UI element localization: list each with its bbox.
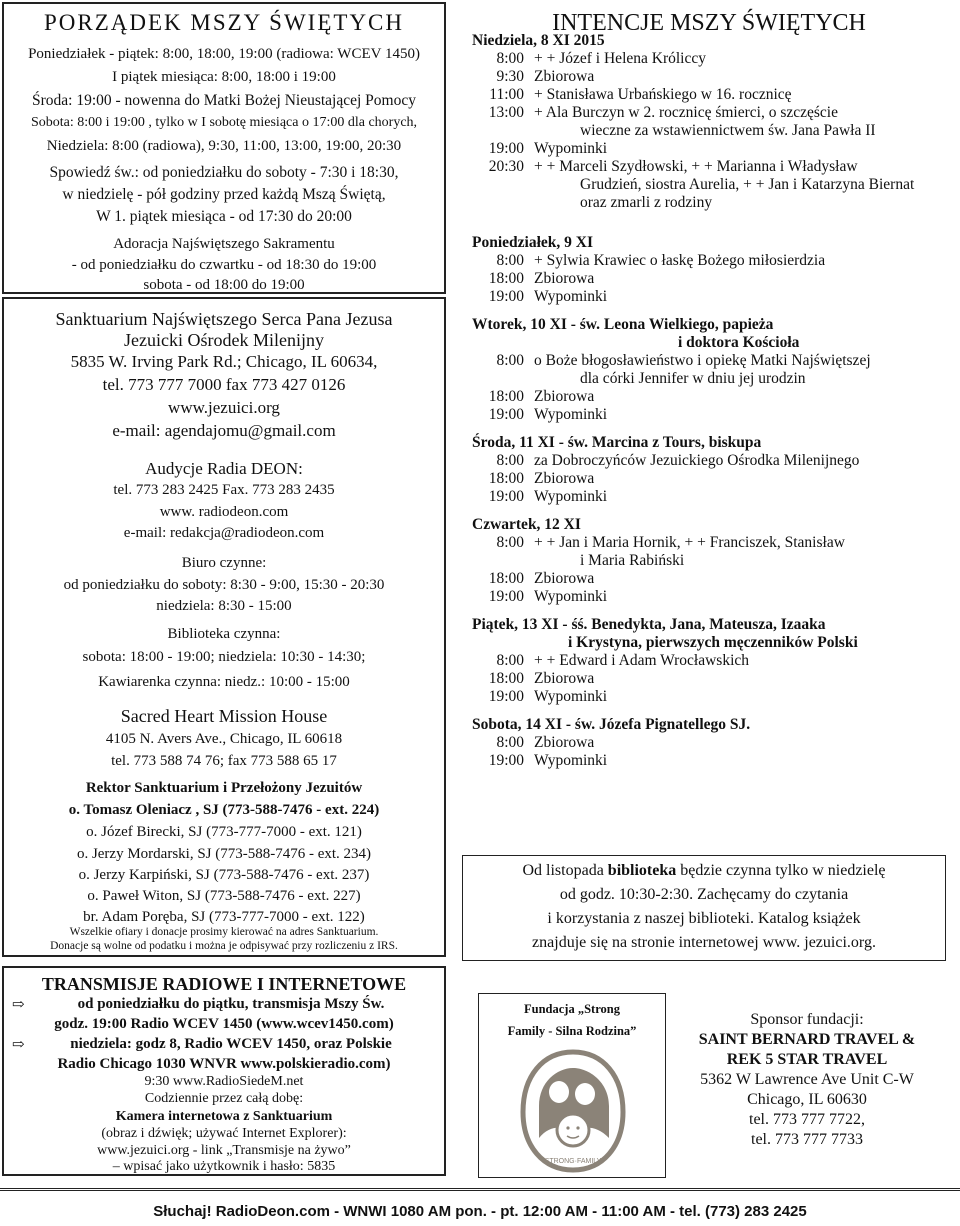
adoration-line: sobota - od 18:00 do 19:00 — [143, 277, 305, 293]
transmission-line: od poniedziałku do piątku, transmisja Mszy Św. — [77, 996, 385, 1012]
intention-time: 19:00 — [488, 140, 524, 157]
intention-time: 19:00 — [488, 688, 524, 705]
intention-time: 18:00 — [488, 670, 524, 687]
sponsor-phone: tel. 773 777 7722, — [749, 1111, 865, 1128]
intention-text: Zbiorowa — [534, 388, 595, 405]
library-notice-text: Od listopada biblioteka będzie czynna tylko w niedzielę — [522, 862, 886, 879]
sanctuary-subname: Jezuicki Ośrodek Milenijny — [124, 330, 324, 350]
sponsor-phone: tel. 773 777 7733 — [751, 1131, 863, 1148]
intention-row — [472, 104, 952, 122]
intention-text: + Sylwia Krawiec o łaskę Bożego miłosierdzia — [534, 252, 826, 269]
intention-time: 20:30 — [488, 158, 524, 175]
rector-name: o. Tomasz Oleniacz , SJ (773-588-7476 - ext. 224) — [68, 802, 380, 818]
adoration-line: - od poniedziałku do czwartku - od 18:30 do 19:00 — [71, 257, 377, 273]
foundation-title: Fundacja „Strong — [524, 1002, 620, 1016]
foundation-title: Family - Silna Rodzina” — [507, 1024, 637, 1038]
intention-time: 8:00 — [496, 252, 524, 269]
intention-day — [472, 434, 952, 506]
intention-text: Wypominki — [534, 752, 608, 769]
intention-time: 19:00 — [488, 752, 524, 769]
intention-row — [472, 158, 952, 176]
intention-time: 8:00 — [496, 534, 524, 551]
intention-row — [472, 734, 952, 752]
intention-day-heading: Niedziela, 8 XI 2015 — [472, 32, 605, 49]
intention-text: Zbiorowa — [534, 68, 595, 85]
intentions-title: INTENCJE MSZY ŚWIĘTYCH — [552, 10, 866, 36]
library-notice-line: od godz. 10:30-2:30. Zachęcamy do czytania — [559, 886, 849, 903]
intention-row — [472, 50, 952, 68]
intention-row — [472, 86, 952, 104]
foundation-box — [478, 993, 666, 1178]
intention-row — [472, 670, 952, 688]
transmission-line: – wpisać jako użytkownik i hasło: 5835 — [112, 1159, 336, 1174]
transmission-line: Kamera internetowa z Sanktuarium — [115, 1109, 333, 1124]
intention-day-heading: Poniedziałek, 9 XI — [472, 234, 593, 251]
library-notice-line — [463, 862, 945, 880]
intention-time: 13:00 — [488, 104, 524, 121]
intention-text: oraz zmarli z rodziny — [580, 194, 713, 211]
intention-text: Zbiorowa — [534, 270, 595, 287]
intention-time: 19:00 — [488, 588, 524, 605]
sponsor-city: Chicago, IL 60630 — [747, 1091, 867, 1108]
intention-text: + Ala Burczyn w 2. rocznicę śmierci, o szczęście — [534, 104, 838, 121]
footer-rule — [0, 1188, 960, 1191]
intention-text: Wypominki — [534, 406, 608, 423]
radio-deon-title: Audycje Radia DEON: — [145, 459, 303, 478]
intention-text: Grudzień, siostra Aurelia, + + Jan i Katarzyna Biernat — [580, 176, 915, 193]
donation-note: Donacje są wolne od podatku i można je odpisywać przy rozliczeniu z IRS. — [50, 940, 398, 952]
intention-row — [472, 122, 952, 140]
intention-row — [472, 552, 952, 570]
intention-time: 8:00 — [496, 50, 524, 67]
intention-row — [472, 752, 952, 770]
intention-time: 19:00 — [488, 288, 524, 305]
intention-row — [472, 406, 952, 424]
intention-text: + Stanisława Urbańskiego w 16. rocznicę — [534, 86, 792, 103]
intention-day-heading: Czwartek, 12 XI — [472, 516, 581, 533]
intention-day-heading: i Krystyna, pierwszych męczenników Polski — [568, 634, 858, 651]
transmission-line: Radio Chicago 1030 WNVR www.polskieradio.com) — [57, 1056, 391, 1072]
transmission-line: godz. 19:00 Radio WCEV 1450 (www.wcev1450.com) — [54, 1016, 394, 1032]
intention-time: 8:00 — [496, 352, 524, 369]
intention-text: + + Jan i Maria Hornik, + + Franciszek, Stanisław — [534, 534, 845, 551]
arrow-icon: ⇨ — [12, 1037, 25, 1053]
intention-text: Wypominki — [534, 288, 608, 305]
radio-deon-email: e-mail: redakcja@radiodeon.com — [123, 525, 325, 541]
intention-day-heading: i doktora Kościoła — [678, 334, 800, 351]
intention-text: Wypominki — [534, 588, 608, 605]
adoration-title: Adoracja Najświętszego Sakramentu — [113, 236, 335, 252]
office-sunday: niedziela: 8:30 - 15:00 — [156, 598, 292, 614]
intention-day-heading: Wtorek, 10 XI - św. Leona Wielkiego, papieża — [472, 316, 774, 333]
intention-day — [472, 32, 952, 212]
donation-note: Wszelkie ofiary i donacje prosimy kierować na adres Sanktuarium. — [69, 926, 379, 938]
schedule-line: I piątek miesiąca: 8:00, 18:00 i 19:00 — [112, 69, 336, 85]
intention-row — [472, 370, 952, 388]
sponsor-name: REK 5 STAR TRAVEL — [726, 1051, 888, 1068]
intentions-list — [472, 32, 952, 770]
sanctuary-address: 5835 W. Irving Park Rd.; Chicago, IL 60634, — [70, 352, 378, 371]
intention-day — [472, 716, 952, 770]
cafe-hours: Kawiarenka czynna: niedz.: 10:00 - 15:00 — [98, 674, 350, 690]
transmissions-title: TRANSMISJE RADIOWE I INTERNETOWE — [41, 974, 407, 994]
intention-row — [472, 570, 952, 588]
intention-row — [472, 252, 952, 270]
intention-row — [472, 140, 952, 158]
office-title: Biuro czynne: — [181, 555, 267, 571]
intention-time: 18:00 — [488, 470, 524, 487]
intention-row — [472, 194, 952, 212]
intention-day-heading: Środa, 11 XI - św. Marcina z Tours, biskupa — [472, 434, 762, 451]
mission-house-address: 4105 N. Avers Ave., Chicago, IL 60618 — [105, 731, 343, 747]
transmission-line: 9:30 www.RadioSiedeM.net — [144, 1074, 304, 1089]
intention-text: + + Marceli Szydłowski, + + Marianna i Władysław — [534, 158, 858, 175]
transmission-line: (obraz i dźwięk; używać Internet Explorer): — [101, 1126, 347, 1141]
sanctuary-name: Sanktuarium Najświętszego Serca Pana Jezusa — [55, 309, 393, 329]
mission-house-phone: tel. 773 588 74 76; fax 773 588 65 17 — [111, 753, 337, 769]
library-hours: sobota: 18:00 - 19:00; niedziela: 10:30 - 14:30; — [82, 649, 366, 665]
intention-text: wieczne za wstawiennictwem św. Jana Pawła II — [580, 122, 876, 139]
intention-row — [472, 68, 952, 86]
intention-row — [472, 176, 952, 194]
intention-time: 19:00 — [488, 488, 524, 505]
logo-caption: STRONG·FAMILY — [544, 1158, 602, 1165]
schedule-line: Sobota: 8:00 i 19:00 , tylko w I sobotę miesiąca o 17:00 dla chorych, — [30, 115, 418, 130]
mass-schedule-box — [2, 2, 446, 294]
intention-text: Zbiorowa — [534, 470, 595, 487]
library-notice-line: i korzystania z naszej biblioteki. Katalog książek — [547, 910, 861, 927]
sanctuary-phone: tel. 773 777 7000 fax 773 427 0126 — [102, 375, 346, 394]
intention-row — [472, 534, 952, 552]
sponsor-block — [672, 1010, 942, 1150]
intention-day — [472, 516, 952, 606]
library-notice-line: znajduje się na stronie internetowej www. jezuici.org. — [532, 934, 876, 951]
transmission-line: www.jezuici.org - link „Transmisje na żywo” — [97, 1143, 351, 1158]
mass-schedule-title: PORZĄDEK MSZY ŚWIĘTYCH — [43, 10, 405, 35]
library-notice-box — [462, 855, 946, 961]
intention-row — [472, 470, 952, 488]
intention-row — [472, 688, 952, 706]
intention-row — [472, 652, 952, 670]
intention-time: 8:00 — [496, 734, 524, 751]
intention-time: 18:00 — [488, 570, 524, 587]
intention-row — [472, 270, 952, 288]
intention-text: Zbiorowa — [534, 734, 595, 751]
intention-text: + + Edward i Adam Wrocławskich — [534, 652, 750, 669]
library-title: Biblioteka czynna: — [167, 626, 281, 642]
radio-deon-website: www. radiodeon.com — [159, 504, 289, 520]
intention-day — [472, 234, 952, 306]
office-hours: od poniedziałku do soboty: 8:30 - 9:00, 15:30 - 20:30 — [63, 577, 385, 593]
intention-day-heading: Piątek, 13 XI - śś. Benedykta, Jana, Mateusza, Izaaka — [472, 616, 826, 633]
intention-text: i Maria Rabiński — [580, 552, 685, 569]
intention-day — [472, 316, 952, 424]
intention-text: Wypominki — [534, 688, 608, 705]
transmission-line: niedziela: godz 8, Radio WCEV 1450, oraz Polskie — [70, 1036, 392, 1052]
intention-text: dla córki Jennifer w dniu jej urodzin — [580, 370, 806, 387]
confession-line: W 1. piątek miesiąca - od 17:30 do 20:00 — [96, 208, 352, 225]
intention-text: o Boże błogosławieństwo i opiekę Matki Najświętszej — [534, 352, 871, 369]
intention-text: Zbiorowa — [534, 670, 595, 687]
sanctuary-email: e-mail: agendajomu@gmail.com — [112, 421, 336, 440]
intention-text: + + Józef i Helena Króliccy — [534, 50, 706, 67]
intention-day-heading: Sobota, 14 XI - św. Józefa Pignatellego SJ. — [472, 716, 751, 733]
intention-row — [472, 352, 952, 370]
intention-day — [472, 616, 952, 706]
strong-family-logo — [519, 1046, 627, 1174]
library-notice-bold: biblioteka — [607, 862, 677, 879]
priest-line: o. Jerzy Karpiński, SJ (773-588-7476 - ext. 237) — [78, 867, 370, 883]
transmission-line: Codziennie przez całą dobę: — [144, 1091, 304, 1106]
priest-line: br. Adam Poręba, SJ (773-777-7000 - ext. 122) — [83, 909, 365, 925]
schedule-line: Niedziela: 8:00 (radiowa), 9:30, 11:00, 13:00, 19:00, 20:30 — [46, 138, 402, 154]
intention-text: Wypominki — [534, 488, 608, 505]
transmissions-box — [2, 966, 446, 1176]
confession-line: w niedzielę - pół godziny przed każdą Mszą Świętą, — [62, 186, 386, 203]
intention-time: 19:00 — [488, 406, 524, 423]
intention-text: Zbiorowa — [534, 570, 595, 587]
intention-text: Wypominki — [534, 140, 608, 157]
priest-line: o. Józef Birecki, SJ (773-777-7000 - ext. 121) — [86, 824, 362, 840]
arrow-icon: ⇨ — [12, 997, 25, 1013]
schedule-line: Poniedziałek - piątek: 8:00, 18:00, 19:00 (radiowa: WCEV 1450) — [28, 46, 420, 62]
intention-row — [472, 288, 952, 306]
sanctuary-box — [2, 297, 446, 957]
sponsor-label: Sponsor fundacji: — [750, 1011, 864, 1028]
intention-row — [472, 452, 952, 470]
sponsor-address: 5362 W Lawrence Ave Unit C-W — [700, 1071, 914, 1088]
confession-line: Spowiedź św.: od poniedziałku do soboty - 7:30 i 18:30, — [49, 164, 399, 181]
intention-row — [472, 388, 952, 406]
intention-time: 18:00 — [488, 388, 524, 405]
intention-time: 8:00 — [496, 452, 524, 469]
radio-deon-phone: tel. 773 283 2425 Fax. 773 283 2435 — [113, 482, 335, 498]
footer-text: Słuchaj! RadioDeon.com - WNWI 1080 AM pon. - pt. 12:00 AM - 11:00 AM - tel. (773) 283 2425 — [153, 1203, 807, 1220]
intention-time: 11:00 — [489, 86, 524, 103]
intention-time: 9:30 — [496, 68, 524, 85]
intention-time: 8:00 — [496, 652, 524, 669]
intention-text: za Dobroczyńców Jezuickiego Ośrodka Milenijnego — [534, 452, 860, 469]
priest-line: o. Jerzy Mordarski, SJ (773-588-7476 - ext. 234) — [76, 846, 372, 862]
intention-row — [472, 488, 952, 506]
priest-line: o. Paweł Witon, SJ (773-588-7476 - ext. 227) — [87, 888, 361, 904]
intention-time: 18:00 — [488, 270, 524, 287]
sponsor-name: SAINT BERNARD TRAVEL & — [698, 1031, 916, 1048]
rector-title: Rektor Sanktuarium i Przełożony Jezuitów — [85, 780, 363, 796]
mission-house-title: Sacred Heart Mission House — [120, 706, 328, 726]
schedule-line: Środa: 19:00 - nowenna do Matki Bożej Nieustającej Pomocy — [32, 92, 416, 109]
sanctuary-website: www.jezuici.org — [168, 398, 280, 417]
intention-row — [472, 588, 952, 606]
